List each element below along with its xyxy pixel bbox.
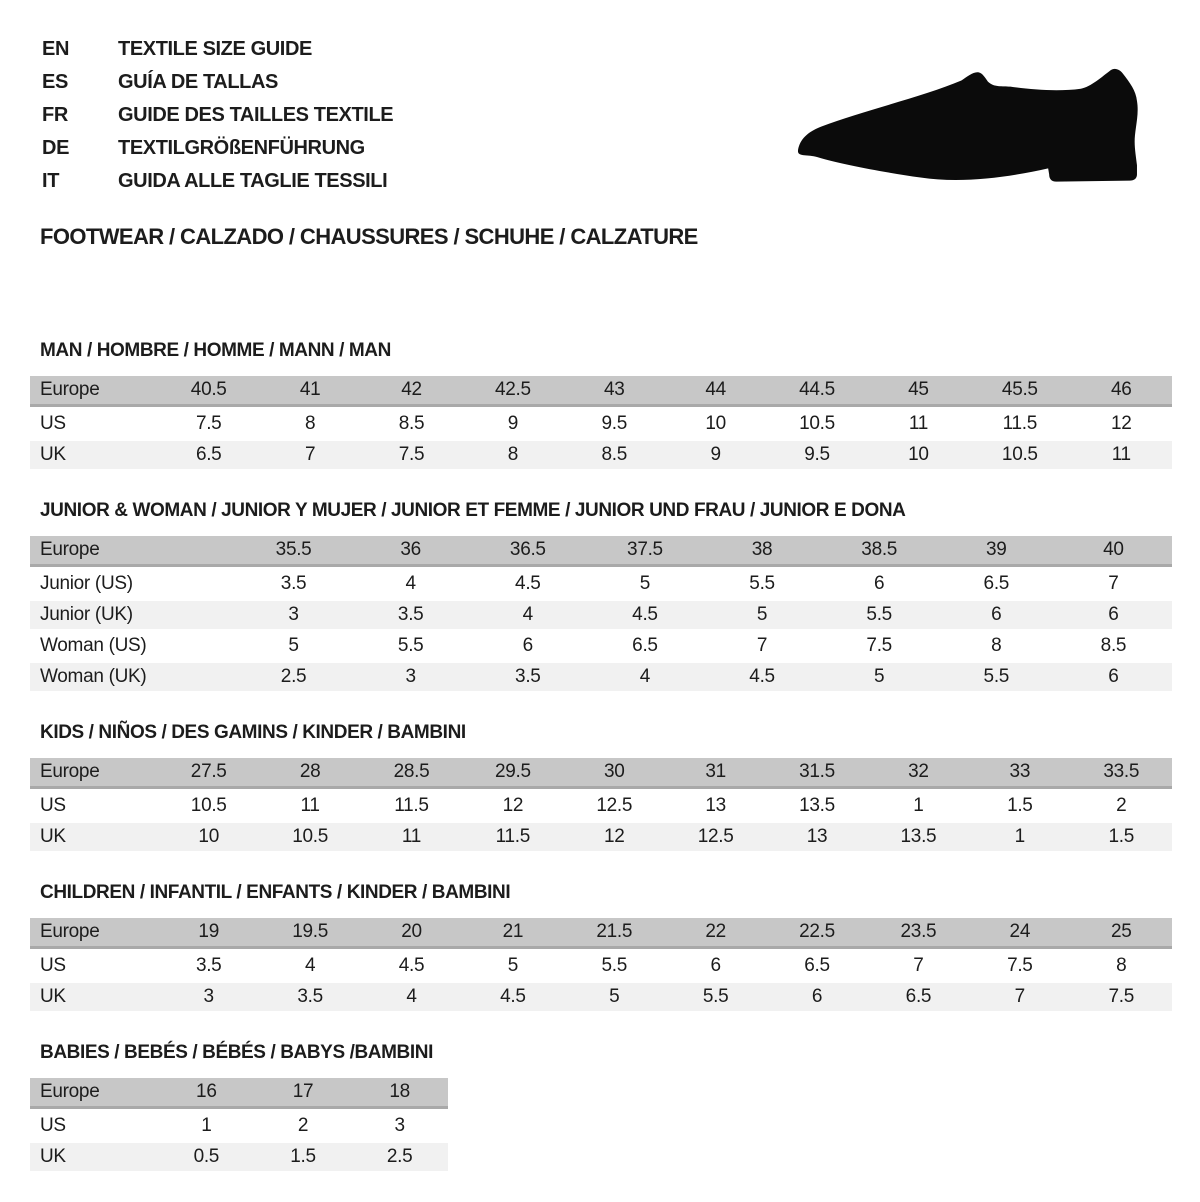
size-cell: 46: [1071, 376, 1172, 407]
size-cell: 5: [756, 604, 768, 625]
size-cell: 4.5: [632, 604, 658, 625]
table-header-row: [30, 758, 1172, 789]
size-cell: 7: [913, 955, 924, 976]
size-cell: 4: [405, 573, 416, 594]
size-cell: 17: [255, 1078, 352, 1109]
size-cell: 8: [507, 444, 518, 465]
size-table-man: [30, 373, 1172, 472]
size-cell: 5.5: [983, 666, 1010, 687]
size-cell: 39: [938, 536, 1055, 567]
size-cell: 6: [874, 573, 885, 594]
language-row-de: [42, 132, 393, 165]
size-cell: 6.5: [983, 573, 1010, 594]
size-cell: 11.5: [1002, 413, 1037, 434]
size-cell: 10.5: [1001, 444, 1038, 465]
size-cell: 8: [304, 413, 316, 434]
section-title: KIDS / NIÑOS / DES GAMINS / KINDER / BAMBINI: [40, 722, 466, 743]
size-cell: 9.5: [804, 444, 830, 465]
size-cell: 38.5: [821, 536, 938, 567]
language-title-block: [42, 33, 393, 198]
size-cell: 13: [806, 826, 828, 847]
table-row: [30, 1143, 448, 1171]
size-cell: 3: [203, 986, 214, 1007]
row-label: Woman (UK): [40, 666, 147, 687]
size-cell: 4.5: [398, 955, 425, 976]
size-cell: 4: [522, 604, 533, 625]
size-cell: 6: [811, 986, 823, 1007]
size-cell: 11.5: [394, 795, 429, 816]
size-cell: 1.5: [1007, 795, 1033, 816]
size-cell: 12: [1110, 413, 1132, 434]
table-header-row: [30, 1078, 448, 1109]
size-cell: 7: [756, 635, 768, 656]
category-title: FOOTWEAR / CALZADO / CHAUSSURES / SCHUHE / CALZATURE: [40, 224, 698, 249]
section-title: CHILDREN / INFANTIL / ENFANTS / KINDER / BAMBINI: [40, 882, 511, 903]
size-table-children: [30, 915, 1172, 1014]
language-label: GUIDA ALLE TAGLIE TESSILI: [118, 170, 388, 192]
row-label: Europe: [30, 1078, 158, 1109]
size-cell: 43: [564, 376, 665, 407]
size-cell: 22: [665, 918, 766, 949]
size-table-junior-woman: [30, 533, 1172, 694]
size-cell: 12.5: [697, 826, 734, 847]
size-cell: 3: [394, 1115, 405, 1136]
size-cell: 4: [406, 986, 417, 1007]
size-cell: 42: [361, 376, 462, 407]
section-children: [30, 882, 1172, 1014]
language-row-fr: [42, 99, 393, 132]
size-cell: 6: [1108, 604, 1119, 625]
size-cell: 2: [297, 1115, 309, 1136]
size-cell: 41: [259, 376, 360, 407]
size-cell: 10.5: [190, 795, 227, 816]
language-code: IT: [42, 170, 60, 192]
size-cell: 7: [1108, 573, 1119, 594]
size-cell: 38: [704, 536, 821, 567]
table-header-row: [30, 376, 1172, 407]
size-cell: 3.5: [397, 604, 424, 625]
dress-shoe-icon: [798, 66, 1138, 188]
section-title: JUNIOR & WOMAN / JUNIOR Y MUJER / JUNIOR ET FEMME / JUNIOR UND FRAU / JUNIOR E DONA: [40, 500, 906, 521]
size-cell: 8: [1116, 955, 1127, 976]
size-cell: 3.5: [280, 573, 307, 594]
size-cell: 21: [462, 918, 563, 949]
size-cell: 6.5: [632, 635, 658, 656]
table-row: [30, 570, 1172, 598]
row-label: Europe: [30, 918, 158, 949]
section-junior-woman: [30, 500, 1172, 694]
size-cell: 45.5: [969, 376, 1070, 407]
size-cell: 3.5: [515, 666, 541, 687]
size-cell: 8.5: [1100, 635, 1127, 656]
size-cell: 2.5: [280, 666, 307, 687]
size-cell: 33: [969, 758, 1070, 789]
row-label: US: [40, 413, 66, 434]
table-row: [30, 441, 1172, 469]
size-cell: 44: [665, 376, 766, 407]
size-cell: 5: [609, 986, 620, 1007]
size-cell: 33.5: [1071, 758, 1172, 789]
size-cell: 27.5: [158, 758, 259, 789]
size-cell: 6.5: [804, 955, 830, 976]
size-cell: 21.5: [564, 918, 665, 949]
row-label: Europe: [30, 758, 158, 789]
size-cell: 28: [259, 758, 360, 789]
row-label: Europe: [30, 376, 158, 407]
size-cell: 13.5: [799, 795, 835, 816]
language-code: FR: [42, 104, 69, 126]
size-cell: 6: [710, 955, 721, 976]
size-cell: 7.5: [195, 413, 222, 434]
size-cell: 8: [991, 635, 1002, 656]
size-cell: 22.5: [766, 918, 867, 949]
table-row: [30, 983, 1172, 1011]
size-cell: 24: [969, 918, 1070, 949]
size-cell: 6: [1108, 666, 1119, 687]
table-row: [30, 663, 1172, 691]
size-cell: 11: [401, 826, 422, 847]
size-cell: 13.5: [900, 826, 937, 847]
size-cell: 5.5: [866, 604, 892, 625]
size-cell: 4: [639, 666, 651, 687]
size-cell: 10: [705, 413, 726, 434]
size-cell: 40.5: [158, 376, 259, 407]
size-cell: 5: [639, 573, 651, 594]
table-row: [30, 792, 1172, 820]
size-cell: 19: [158, 918, 259, 949]
row-label: Europe: [30, 536, 235, 567]
language-code: ES: [42, 71, 69, 93]
table-row: [30, 823, 1172, 851]
size-cell: 7.5: [1108, 986, 1135, 1007]
size-cell: 9.5: [601, 413, 628, 434]
size-cell: 7.5: [866, 635, 892, 656]
language-row-es: [42, 66, 393, 99]
size-cell: 7.5: [398, 444, 425, 465]
size-cell: 10.5: [799, 413, 835, 434]
section-kids: [30, 722, 1172, 854]
row-label: US: [40, 1115, 66, 1136]
size-cell: 2.5: [386, 1146, 413, 1167]
language-label: GUÍA DE TALLAS: [118, 71, 278, 93]
size-cell: 4.5: [749, 666, 775, 687]
size-cell: 3.5: [195, 955, 222, 976]
table-row: [30, 632, 1172, 660]
language-label: TEXTILE SIZE GUIDE: [118, 38, 312, 60]
size-cell: 6.5: [195, 444, 222, 465]
language-code: EN: [42, 38, 70, 60]
size-cell: 42.5: [462, 376, 563, 407]
size-cell: 7.5: [1007, 955, 1033, 976]
language-row-it: [42, 165, 393, 198]
size-cell: 13: [705, 795, 726, 816]
size-cell: 5: [507, 955, 518, 976]
section-title: BABIES / BEBÉS / BÉBÉS / BABYS /BAMBINI: [40, 1042, 433, 1063]
size-cell: 40: [1055, 536, 1172, 567]
size-cell: 4.5: [515, 573, 541, 594]
size-cell: 28.5: [361, 758, 462, 789]
table-row: [30, 601, 1172, 629]
size-cell: 20: [361, 918, 462, 949]
size-cell: 31: [665, 758, 766, 789]
size-cell: 4.5: [500, 986, 526, 1007]
size-cell: 12.5: [596, 795, 633, 816]
row-label: UK: [40, 444, 66, 465]
size-cell: 10: [908, 444, 929, 465]
size-cell: 6: [991, 604, 1002, 625]
size-cell: 10.5: [292, 826, 328, 847]
section-man: [30, 340, 1172, 472]
size-cell: 29.5: [462, 758, 563, 789]
size-cell: 8.5: [398, 413, 425, 434]
table-row: [30, 952, 1172, 980]
size-cell: 1: [201, 1115, 212, 1136]
size-cell: 6: [522, 635, 533, 656]
size-cell: 9: [507, 413, 518, 434]
size-cell: 7: [1014, 986, 1025, 1007]
size-cell: 3: [405, 666, 416, 687]
size-cell: 2: [1116, 795, 1127, 816]
section-babies: [30, 1042, 1172, 1174]
size-cell: 5: [874, 666, 885, 687]
size-cell: 4: [304, 955, 316, 976]
language-code: DE: [42, 137, 70, 159]
size-cell: 11: [300, 795, 320, 816]
table-row: [30, 410, 1172, 438]
size-cell: 35.5: [235, 536, 352, 567]
size-cell: 36: [352, 536, 469, 567]
size-cell: 5.5: [702, 986, 729, 1007]
size-cell: 32: [868, 758, 969, 789]
size-cell: 3: [288, 604, 299, 625]
size-cell: 19.5: [259, 918, 360, 949]
size-cell: 37.5: [586, 536, 703, 567]
language-label: GUIDE DES TAILLES TEXTILE: [118, 104, 394, 126]
table-row: [30, 1112, 448, 1140]
section-title: MAN / HOMBRE / HOMME / MANN / MAN: [40, 340, 391, 361]
table-header-row: [30, 918, 1172, 949]
language-label: TEXTILGRÖßENFÜHRUNG: [118, 137, 365, 159]
size-cell: 3.5: [297, 986, 323, 1007]
size-cell: 45: [868, 376, 969, 407]
language-row-en: [42, 33, 393, 66]
row-label: Junior (UK): [40, 604, 133, 625]
size-cell: 1: [1014, 826, 1025, 847]
row-label: US: [40, 795, 66, 816]
size-cell: 12: [603, 826, 625, 847]
size-table-babies: [30, 1075, 448, 1174]
size-cell: 25: [1071, 918, 1172, 949]
size-cell: 11: [1111, 444, 1131, 465]
size-cell: 30: [564, 758, 665, 789]
size-cell: 23.5: [868, 918, 969, 949]
size-cell: 12: [502, 795, 524, 816]
size-cell: 31.5: [766, 758, 867, 789]
size-cell: 0.5: [193, 1146, 220, 1167]
table-header-row: [30, 536, 1172, 567]
size-cell: 18: [351, 1078, 448, 1109]
size-cell: 1.5: [1108, 826, 1135, 847]
size-cell: 10: [198, 826, 219, 847]
size-cell: 5.5: [749, 573, 775, 594]
size-cell: 5.5: [397, 635, 424, 656]
row-label: US: [40, 955, 66, 976]
size-table-kids: [30, 755, 1172, 854]
size-cell: 44.5: [766, 376, 867, 407]
row-label: UK: [40, 826, 66, 847]
row-label: Junior (US): [40, 573, 133, 594]
size-cell: 36.5: [469, 536, 586, 567]
size-cell: 9: [710, 444, 721, 465]
size-cell: 16: [158, 1078, 255, 1109]
row-label: UK: [40, 986, 66, 1007]
size-cell: 1.5: [290, 1146, 316, 1167]
row-label: UK: [40, 1146, 66, 1167]
size-cell: 5: [288, 635, 299, 656]
size-cell: 6.5: [905, 986, 932, 1007]
size-cell: 11.5: [495, 826, 531, 847]
row-label: Woman (US): [40, 635, 147, 656]
size-cell: 5.5: [601, 955, 628, 976]
size-cell: 7: [304, 444, 316, 465]
size-tables-container: [30, 340, 1172, 1202]
size-cell: 1: [913, 795, 924, 816]
size-cell: 11: [908, 413, 928, 434]
size-cell: 8.5: [601, 444, 628, 465]
